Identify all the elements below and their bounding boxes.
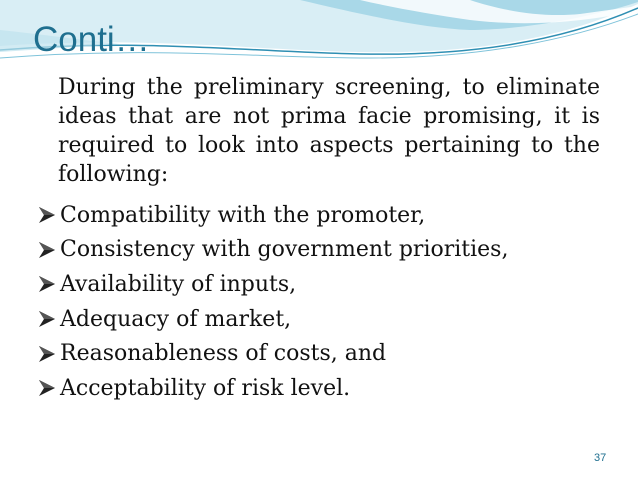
bullet-item <box>36 336 508 371</box>
bullet-item <box>36 233 508 268</box>
slide-title: Conti… <box>33 20 150 59</box>
bullet-text: Acceptability of risk level. <box>60 375 351 401</box>
bullet-text: Reasonableness of costs, and <box>60 341 387 367</box>
bullet-list <box>36 198 508 406</box>
intro-paragraph: During the preliminary screening, to eliminate ideas that are not prima facie promising, it is required to look into aspects pertaining to the following: <box>58 75 600 187</box>
arrow-bullet-icon <box>36 343 58 365</box>
bullet-item <box>36 267 508 302</box>
arrow-bullet-icon <box>36 204 58 226</box>
arrow-bullet-icon <box>36 273 58 295</box>
bullet-text: Compatibility with the promoter, <box>60 202 426 228</box>
bullet-item <box>36 371 508 406</box>
bullet-item <box>36 198 508 233</box>
page-number: 37 <box>594 452 607 464</box>
arrow-bullet-icon <box>36 377 58 399</box>
bullet-item <box>36 302 508 337</box>
bullet-text: Availability of inputs, <box>60 271 297 297</box>
arrow-bullet-icon <box>36 308 58 330</box>
arrow-bullet-icon <box>36 239 58 261</box>
bullet-text: Adequacy of market, <box>60 306 292 332</box>
bullet-text: Consistency with government priorities, <box>60 237 509 263</box>
